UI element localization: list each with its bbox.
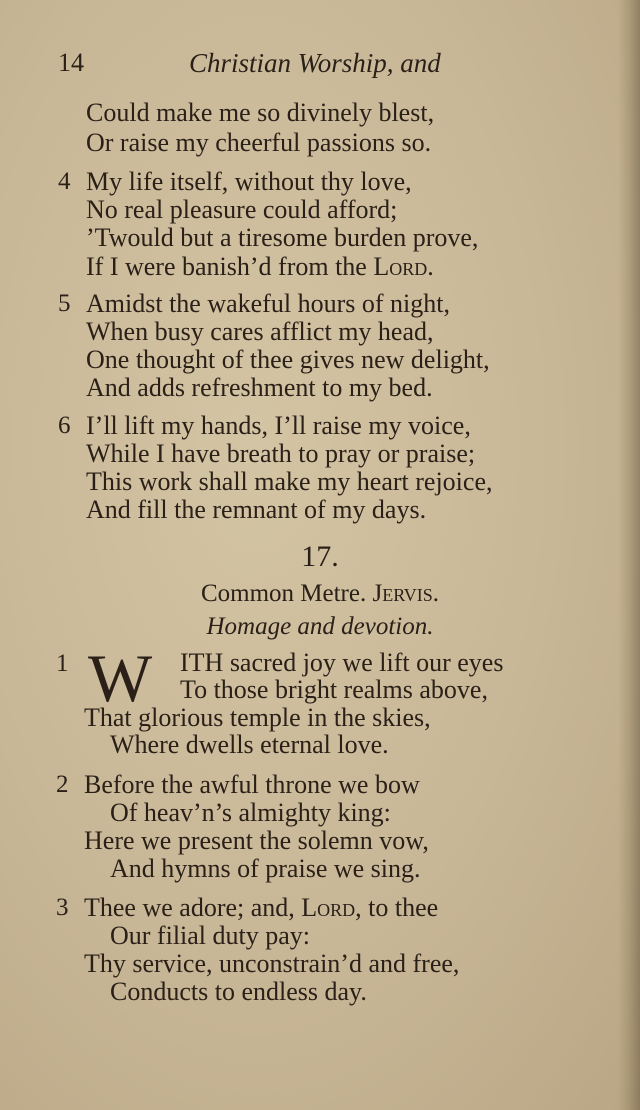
verse-line: No real pleasure could afford; [86,195,398,224]
verse-line: ’Twould but a tiresome burden prove, [86,223,479,252]
verse-text: Thee we adore; and, [84,893,302,922]
verse-line: That glorious temple in the skies, [84,703,431,732]
running-head [58,48,460,84]
verse-line: To those bright realms above, [180,675,488,704]
verse-line: And hymns of praise we sing. [110,854,421,883]
stanza-number: 3 [56,894,69,921]
verse-line: Amidst the wakeful hours of night, [86,289,450,318]
verse-text: , to thee [355,893,439,922]
verse-line: While I have breath to pray or praise; [86,439,476,468]
stanza-number: 6 [58,412,71,439]
punctuation: . [427,252,434,281]
verse-line: When busy cares afflict my head, [86,317,434,346]
verse-line: ITH sacred joy we lift our eyes [180,648,504,677]
punctuation: . [432,580,440,607]
tune-name: Jervis [372,580,433,607]
page-number: 14 [58,48,84,77]
verse-line [84,894,438,922]
stanza-number: 2 [56,771,69,798]
verse-line: And adds refreshment to my bed. [86,373,433,402]
running-title: Christian Worship, and [189,48,441,78]
hymn-subject: Homage and devotion. [206,613,434,640]
verse-line: My life itself, without thy love, [86,167,412,196]
small-caps-word: Lord [301,893,356,922]
hymn-number: 17. [301,540,339,573]
stanza-number: 5 [58,290,71,317]
small-caps-word: Lord [373,252,428,281]
verse-line: Of heav’n’s almighty king: [110,798,391,827]
meter-label: Common Metre. [200,580,373,607]
verse-line: And fill the remnant of my days. [86,495,427,524]
verse-line: Where dwells eternal love. [110,730,389,759]
verse-line: I’ll lift my hands, I’ll raise my voice, [86,411,471,440]
verse-line: Conducts to endless day. [110,977,367,1006]
stanza-number: 4 [58,168,71,195]
hymn-meter [0,580,640,608]
verse-line: Thy service, unconstrain’d and free, [84,949,460,978]
verse-text: If I were banish’d from the [86,252,374,281]
verse-line: Here we present the solemn vow, [84,826,429,855]
verse-line: This work shall make my heart rejoice, [86,467,493,496]
stanza-number: 1 [56,650,69,677]
verse-line: Or raise my cheerful passions so. [86,128,432,157]
verse-line [86,253,434,281]
verse-line: One thought of thee gives new delight, [86,345,490,374]
verse-line: Our filial duty pay: [110,921,311,950]
verse-line: Could make me so divinely blest, [86,98,435,127]
drop-cap: W [88,640,151,716]
verse-line: Before the awful throne we bow [84,770,420,799]
